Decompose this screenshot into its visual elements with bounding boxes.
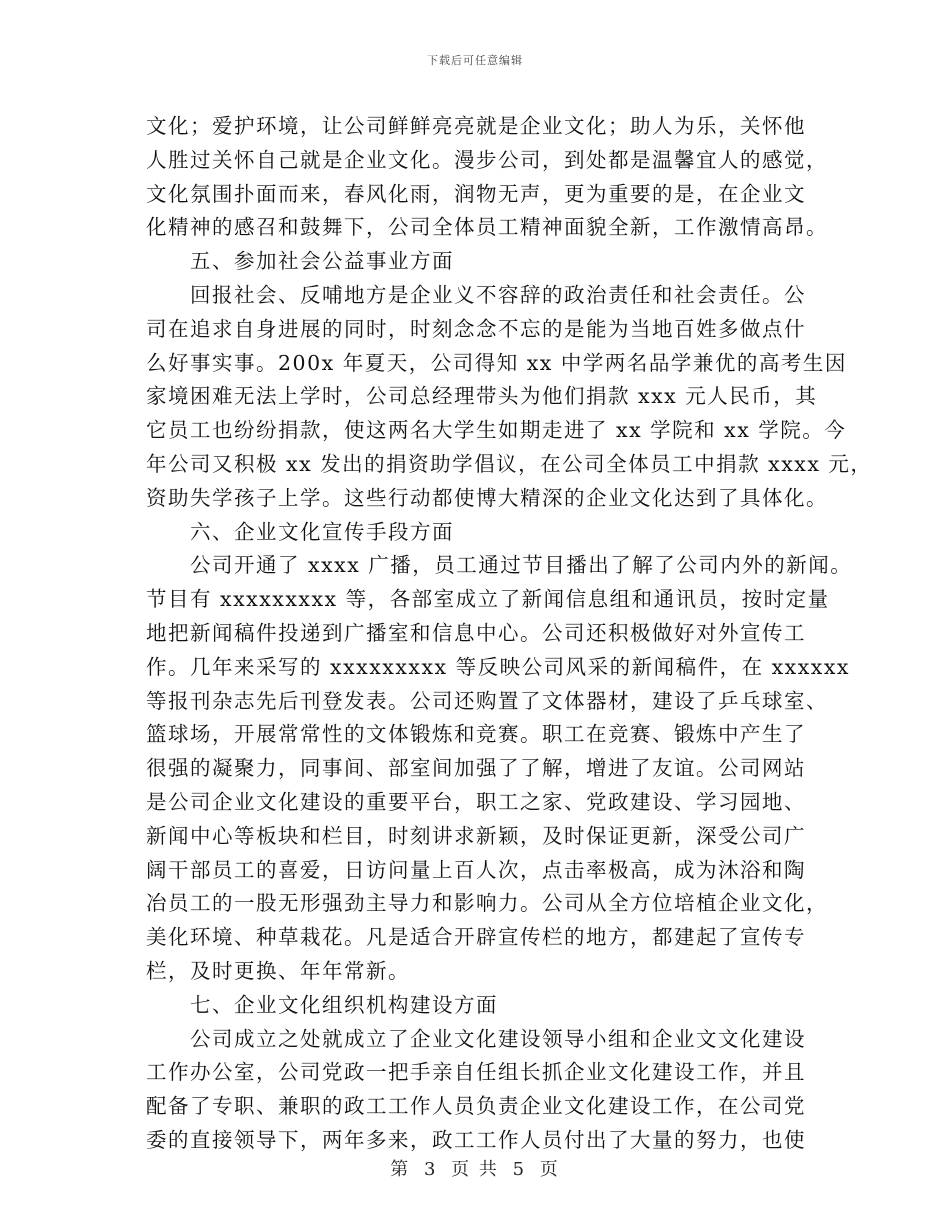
page-number: 3 xyxy=(423,1159,438,1180)
footer-prefix: 第 xyxy=(390,1159,411,1180)
body-line: 篮球场，开展常常性的文体锻炼和竞赛。职工在竞赛、锻炼中产生了 xyxy=(146,722,806,747)
body-line: 么好事实事。200x 年夏天，公司得知 xx 中学两名品学兼优的高考生因 xyxy=(146,350,847,375)
page-footer xyxy=(0,1155,950,1181)
body-line: 冶员工的一股无形强劲主导力和影响力。公司从全方位培植企业文化， xyxy=(146,891,828,916)
body-line: 文化；爱护环境，让公司鲜鲜亮亮就是企业文化；助人为乐，关怀他 xyxy=(146,114,806,138)
body-line: 美化环境、种草栽花。凡是适合开辟宣传栏的地方，都建起了宣传专 xyxy=(146,925,806,950)
body-line: 公司开通了 xxxx 广播，员工通过节目播出了解了公司内外的新闻。 xyxy=(190,553,853,578)
body-line: 栏，及时更换、年年常新。 xyxy=(146,958,410,983)
body-line: 是公司企业文化建设的重要平台，职工之家、党政建设、学习园地、 xyxy=(146,789,806,814)
body-line: 很强的凝聚力，同事间、部室间加强了了解，增进了友谊。公司网站 xyxy=(146,756,806,781)
body-line: 文化氛围扑面而来，春风化雨，润物无声，更为重要的是，在企业文 xyxy=(146,181,806,206)
section-heading: 六、企业文化宣传手段方面 xyxy=(190,519,454,544)
document-body xyxy=(146,110,873,1158)
page-total: 5 xyxy=(512,1159,527,1180)
body-line: 工作办公室，公司党政一把手亲自任组长抓企业文化建设工作，并且 xyxy=(146,1060,806,1085)
section-heading: 七、企业文化组织机构建设方面 xyxy=(190,992,498,1017)
body-line: 回报社会、反哺地方是企业义不容辞的政治责任和社会责任。公 xyxy=(190,282,806,307)
body-line: 阔干部员工的喜爱，日访问量上百人次，点击率极高，成为沐浴和陶 xyxy=(146,857,806,882)
body-line: 作。几年来采写的 xxxxxxxxx 等反映公司风采的新闻稿件，在 xxxxxx xyxy=(146,654,850,679)
body-line: 等报刊杂志先后刊登发表。公司还购置了文体器材，建设了乒乓球室、 xyxy=(146,688,828,713)
body-line: 年公司又积极 xx 发出的捐资助学倡议，在公司全体员工中捐款 xxxx 元， xyxy=(146,451,873,476)
body-line: 新闻中心等板块和栏目，时刻讲求新颖，及时保证更新，深受公司广 xyxy=(146,823,806,848)
page-header: 下载后可任意编辑 xyxy=(427,54,523,67)
body-line: 家境困难无法上学时，公司总经理带头为他们捐款 xxx 元人民币，其 xyxy=(146,384,818,409)
body-line: 委的直接领导下，两年多来，政工工作人员付出了大量的努力，也使 xyxy=(146,1127,806,1152)
body-line: 公司成立之处就成立了企业文化建设领导小组和企业文文化建设 xyxy=(190,1026,806,1051)
body-line: 配备了专职、兼职的政工工作人员负责企业文化建设工作，在公司党 xyxy=(146,1094,806,1119)
body-line: 地把新闻稿件投递到广播室和信息中心。公司还积极做好对外宣传工 xyxy=(146,620,806,645)
body-line: 节目有 xxxxxxxxx 等，各部室成立了新闻信息组和通讯员，按时定量 xyxy=(146,587,830,612)
body-line: 化精神的感召和鼓舞下，公司全体员工精神面貌全新，工作激情高昂。 xyxy=(146,215,828,240)
body-line: 资助失学孩子上学。这些行动都使博大精深的企业文化达到了具体化。 xyxy=(146,485,828,510)
section-heading: 五、参加社会公益事业方面 xyxy=(190,249,454,274)
footer-middle: 页 共 xyxy=(451,1159,499,1180)
body-line: 它员工也纷纷捐款，使这两名大学生如期走进了 xx 学院和 xx 学院。今 xyxy=(146,418,847,443)
body-line: 人胜过关怀自己就是企业文化。漫步公司，到处都是温馨宜人的感觉， xyxy=(146,147,828,172)
body-line: 司在追求自身进展的同时，时刻念念不忘的是能为当地百姓多做点什 xyxy=(146,316,806,341)
footer-suffix: 页 xyxy=(539,1159,560,1180)
